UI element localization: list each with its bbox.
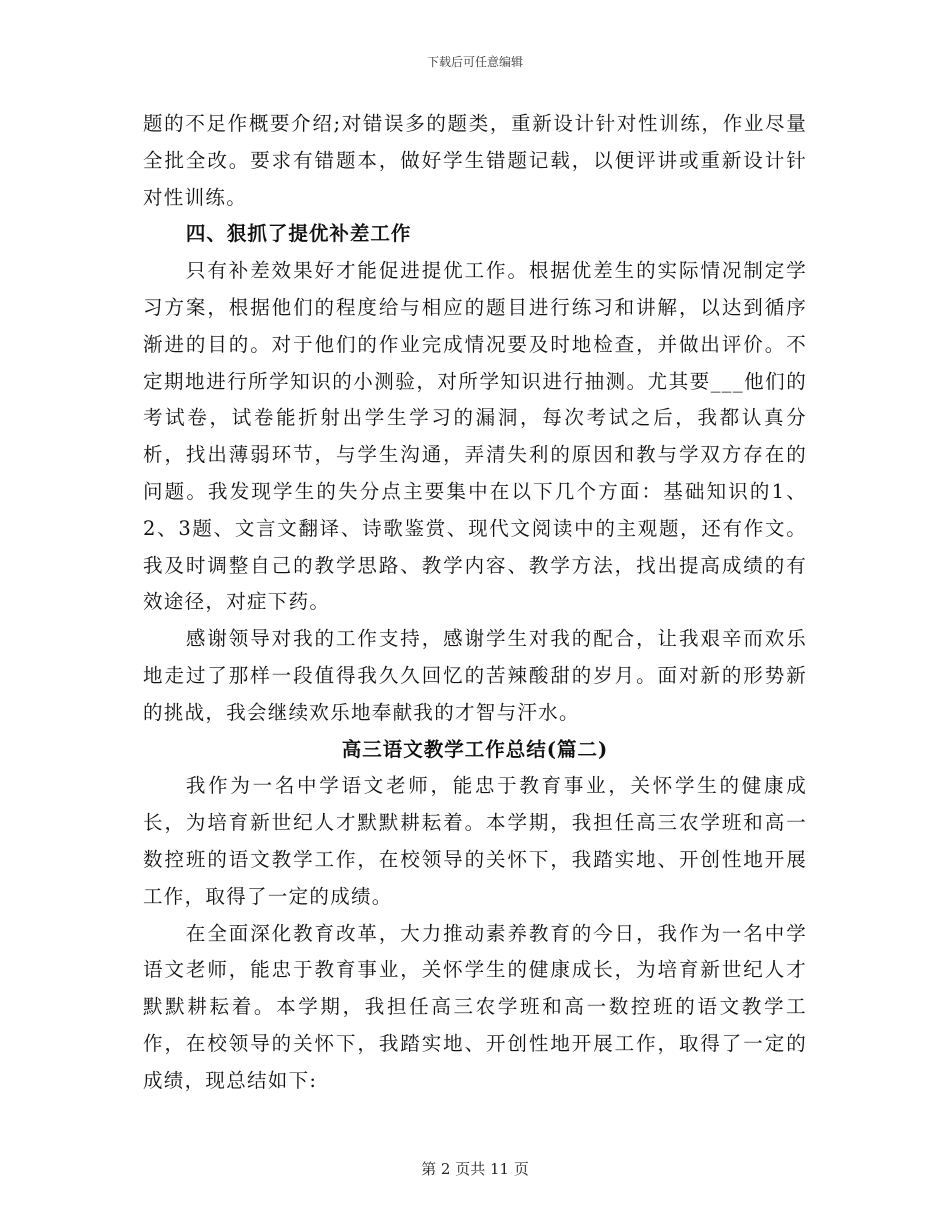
paragraph: 感谢领导对我的工作支持，感谢学生对我的配合，让我艰辛而欢乐地走过了那样一段值得我久久回忆的苦辣酸甜的岁月。面对新的形势新的挑战，我会继续欢乐地奉献我的才智与汗水。 — [143, 627, 807, 724]
paragraph-continued: 题的不足作概要介绍;对错误多的题类，重新设计针对性训练，作业尽量全批全改。要求有错题本，做好学生错题记载，以便评讲或重新设计针对性训练。 — [143, 112, 807, 209]
paragraph: 我作为一名中学语文老师，能忠于教育事业，关怀学生的健康成长，为培育新世纪人才默默耕耘着。本学期，我担任高三农学班和高一数控班的语文教学工作，在校领导的关怀下，我踏实地、开创性地开展工作，取得了一定的成绩。 — [143, 774, 807, 908]
paragraph: 在全面深化教育改革，大力推动素养教育的今日，我作为一名中学语文老师，能忠于教育事业，关怀学生的健康成长，为培育新世纪人才默默耕耘着。本学期，我担任高三农学班和高一数控班的语文教学工作，在校领导的关怀下，我踏实地、开创性地开展工作，取得了一定的成绩，现总结如下: — [143, 921, 807, 1092]
article-title: 高三语文教学工作总结(篇二) — [341, 737, 609, 761]
paragraph: 只有补差效果好才能促进提优工作。根据优差生的实际情况制定学习方案，根据他们的程度给与相应的题目进行练习和讲解，以达到循序渐进的目的。对于他们的作业完成情况要及时地检查，并做出评价。不定期地进行所学知识的小测验，对所学知识进行抽测。尤其要___他们的考试卷，试卷能折射出学生学习的漏洞，每次考试之后，我都认真分析，找出薄弱环节，与学生沟通，弄清失利的原因和教与学双方存在的问题。我发现学生的失分点主要集中在以下几个方面：基础知识的1、2、3题、文言文翻译、诗歌鉴赏、现代文阅读中的主观题，还有作文。我及时调整自己的教学思路、教学内容、教学方法，找出提高成绩的有效途径，对症下药。 — [143, 259, 807, 614]
page-footer: 第 2 页共 11 页 — [421, 1160, 529, 1178]
document-body — [143, 106, 807, 1100]
section-heading: 四、狠抓了提优补差工作 — [185, 222, 412, 246]
page-header: 下载后可任意编辑 — [426, 55, 523, 69]
